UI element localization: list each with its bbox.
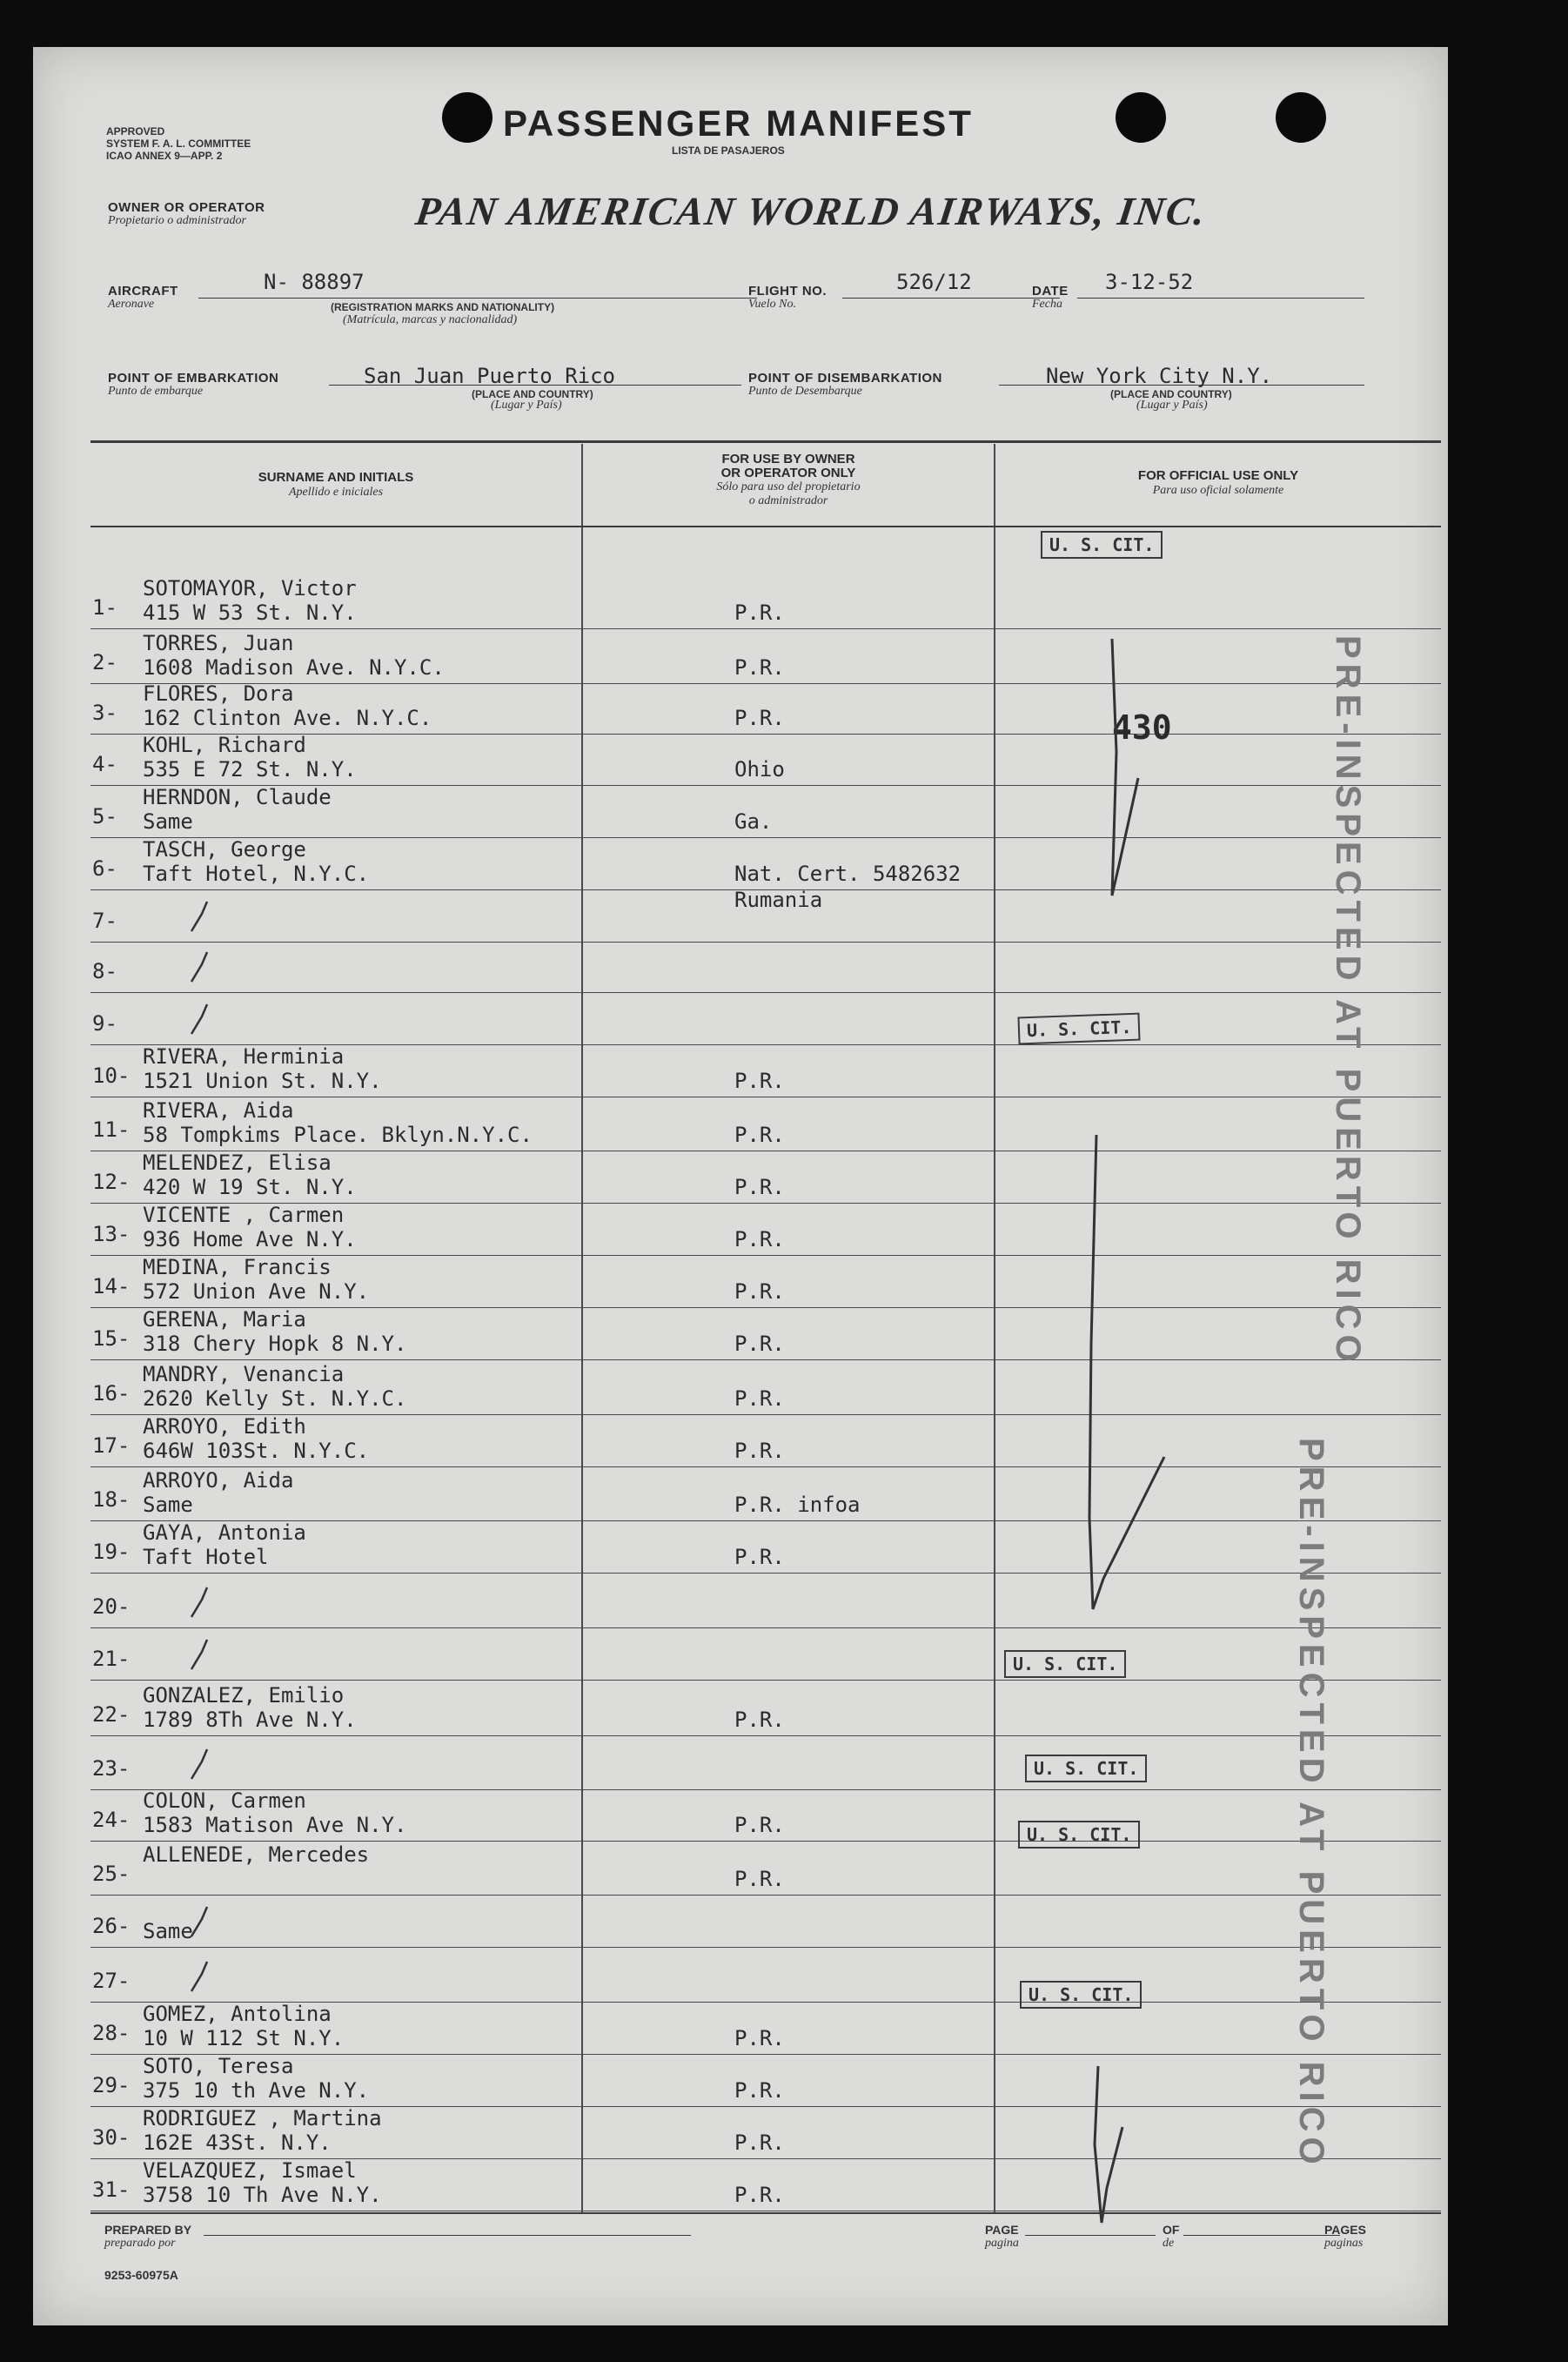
passenger-name: MEDINA, Francis <box>143 1255 332 1279</box>
manifest-sheet <box>33 47 1448 2325</box>
tick-mark-icon <box>186 896 221 936</box>
owner-use-entry: P.R. <box>734 601 785 625</box>
passenger-address: 1521 Union St. N.Y. <box>143 1069 382 1093</box>
preinspected-stamp: PRE-INSPECTED AT PUERTO RICO <box>1329 635 1367 1367</box>
passenger-address: Taft Hotel, N.Y.C. <box>143 862 370 886</box>
passenger-name: SOTO, Teresa <box>143 2054 294 2078</box>
page-title-es: LISTA DE PASAJEROS <box>672 144 785 157</box>
passenger-address: 162 Clinton Ave. N.Y.C. <box>143 706 432 730</box>
row-number: 29- <box>92 2073 131 2097</box>
col-owner-header-es-2: o administrador <box>748 494 828 507</box>
passenger-name: MANDRY, Venancia <box>143 1362 345 1386</box>
approval-line-3: ICAO ANNEX 9—APP. 2 <box>106 150 223 162</box>
row-number: 18- <box>92 1487 131 1512</box>
passenger-name: RIVERA, Aida <box>143 1098 294 1123</box>
row-number: 31- <box>92 2177 131 2202</box>
owner-use-entry: P.R. <box>734 1545 785 1569</box>
passenger-address: 936 Home Ave N.Y. <box>143 1227 357 1251</box>
passenger-address: 1583 Matison Ave N.Y. <box>143 1813 407 1837</box>
row-number: 11- <box>92 1117 131 1142</box>
passenger-name: FLORES, Dora <box>143 681 294 706</box>
passenger-name: ALLENEDE, Mercedes <box>143 1842 370 1867</box>
passenger-address: 2620 Kelly St. N.Y.C. <box>143 1386 407 1411</box>
row-rule <box>90 1947 1441 1948</box>
tick-mark-icon <box>186 1582 221 1622</box>
passenger-name: ARROYO, Aida <box>143 1468 294 1493</box>
passenger-address: 1789 8Th Ave N.Y. <box>143 1708 357 1732</box>
col-owner-header-1: FOR USE BY OWNER <box>721 452 855 466</box>
passenger-name: TORRES, Juan <box>143 631 294 655</box>
passenger-address: 318 Chery Hopk 8 N.Y. <box>143 1332 407 1356</box>
owner-use-entry-2: Rumania <box>734 888 823 912</box>
row-number: 19- <box>92 1540 131 1564</box>
pages-label: PAGES <box>1324 2223 1366 2237</box>
owner-use-entry: P.R. <box>734 1069 785 1093</box>
row-number: 17- <box>92 1433 131 1458</box>
place-note-2: (PLACE AND COUNTRY) <box>1110 388 1232 400</box>
row-number: 2- <box>92 650 117 674</box>
approval-line-2: SYSTEM F. A. L. COMMITTEE <box>106 138 251 150</box>
col-owner-header-es-1: Sólo para uso del propietario <box>716 480 861 493</box>
passenger-address: 415 W 53 St. N.Y. <box>143 601 357 625</box>
passenger-address: Taft Hotel <box>143 1545 269 1569</box>
passenger-address: 162E 43St. N.Y. <box>143 2130 332 2155</box>
col-owner-header-2: OR OPERATOR ONLY <box>720 466 856 480</box>
disembarkation-value: New York City N.Y. <box>1046 364 1273 388</box>
passenger-name: VICENTE , Carmen <box>143 1203 345 1227</box>
flight-label-es: Vuelo No. <box>748 298 796 311</box>
embarkation-label: POINT OF EMBARKATION <box>108 371 279 386</box>
passenger-name: RODRIGUEZ , Martina <box>143 2106 382 2130</box>
flight-date: 3-12-52 <box>1105 270 1194 294</box>
date-label-es: Fecha <box>1032 298 1062 311</box>
row-number: 16- <box>92 1381 131 1406</box>
owner-use-entry: P.R. <box>734 655 785 680</box>
registration-note: (REGISTRATION MARKS AND NATIONALITY) <box>331 301 555 313</box>
preinspected-stamp: PRE-INSPECTED AT PUERTO RICO <box>1292 1438 1330 2170</box>
owner-use-entry: Ohio <box>734 757 785 782</box>
aircraft-label: AIRCRAFT <box>108 284 178 299</box>
owner-use-entry: P.R. <box>734 1867 785 1891</box>
passenger-name: SOTOMAYOR, Victor <box>143 576 357 601</box>
owner-label-es: Propietario o administrador <box>108 214 246 227</box>
page-label-es: pagina <box>985 2237 1019 2250</box>
header-rule <box>90 526 1441 527</box>
row-rule <box>90 1841 1441 1842</box>
row-rule <box>90 992 1441 993</box>
row-rule <box>90 1895 1441 1896</box>
check-mark-icon <box>1051 1083 1173 1622</box>
owner-use-entry: P.R. <box>734 1175 785 1199</box>
flight-number: 526/12 <box>896 270 972 294</box>
of-label: OF <box>1163 2223 1180 2237</box>
registration-note-es: (Matrícula, marcas y nacionalidad) <box>343 313 518 326</box>
row-number: 22- <box>92 1702 131 1727</box>
passenger-address: 10 W 112 St N.Y. <box>143 2026 345 2050</box>
row-rule <box>90 942 1441 943</box>
row-number: 25- <box>92 1862 131 1886</box>
table-bottom-rule <box>90 2212 1441 2214</box>
aircraft-label-es: Aeronave <box>108 298 155 311</box>
tick-mark-icon <box>186 1634 221 1674</box>
row-rule <box>90 1735 1441 1736</box>
row-rule <box>90 1680 1441 1681</box>
owner-use-entry: P.R. <box>734 2130 785 2155</box>
punch-hole <box>442 92 493 143</box>
passenger-name: RIVERA, Herminia <box>143 1044 345 1069</box>
passenger-name: KOHL, Richard <box>143 733 306 757</box>
row-rule <box>90 1359 1441 1360</box>
owner-use-entry: P.R. <box>734 1332 785 1356</box>
col-official-header-es: Para uso oficial solamente <box>1152 484 1284 497</box>
tick-mark-icon <box>186 1956 221 1996</box>
prepared-by-label: PREPARED BY <box>104 2223 192 2237</box>
tick-mark-icon <box>186 947 221 987</box>
row-number: 3- <box>92 701 117 725</box>
check-mark-icon <box>1069 578 1147 909</box>
pages-label-es: paginas <box>1324 2237 1364 2250</box>
passenger-name: VELAZQUEZ, Ismael <box>143 2158 357 2183</box>
passenger-name: GERENA, Maria <box>143 1307 306 1332</box>
owner-use-entry: Ga. <box>734 809 773 834</box>
passenger-name: GONZALEZ, Emilio <box>143 1683 345 1708</box>
operator-name: PAN AMERICAN WORLD AIRWAYS, INC. <box>412 189 1210 233</box>
tick-mark-icon <box>186 999 221 1039</box>
passenger-name: GOMEZ, Antolina <box>143 2002 332 2026</box>
owner-use-entry: P.R. <box>734 1708 785 1732</box>
row-number: 27- <box>92 1969 131 1993</box>
row-rule <box>90 1466 1441 1467</box>
passenger-address: 1608 Madison Ave. N.Y.C. <box>143 655 445 680</box>
us-citizen-stamp: U. S. CIT. <box>1018 1821 1140 1849</box>
check-mark-icon <box>1060 2014 1138 2240</box>
owner-use-entry: P.R. <box>734 1123 785 1147</box>
prepared-by-label-es: preparado por <box>104 2237 176 2250</box>
us-citizen-stamp: U. S. CIT. <box>1041 531 1163 559</box>
embarkation-value: San Juan Puerto Rico <box>364 364 615 388</box>
passenger-name: ARROYO, Edith <box>143 1414 306 1439</box>
passenger-address: Same <box>143 1493 193 1517</box>
row-number: 21- <box>92 1647 131 1671</box>
owner-use-entry: P.R. <box>734 2183 785 2207</box>
passenger-address: 3758 10 Th Ave N.Y. <box>143 2183 382 2207</box>
us-citizen-stamp: U. S. CIT. <box>1017 1013 1140 1045</box>
row-rule <box>90 1627 1441 1628</box>
col-surname-header: SURNAME AND INITIALS <box>258 470 414 485</box>
row-number: 28- <box>92 2021 131 2045</box>
row-number: 10- <box>92 1064 131 1088</box>
us-citizen-stamp: U. S. CIT. <box>1004 1650 1126 1678</box>
owner-use-entry: P.R. <box>734 2026 785 2050</box>
owner-use-entry: Nat. Cert. 5482632 <box>734 862 962 886</box>
passenger-name: MELENDEZ, Elisa <box>143 1151 332 1175</box>
owner-use-entry: P.R. <box>734 706 785 730</box>
place-note-es: (Lugar y País) <box>491 399 562 412</box>
passenger-name: COLON, Carmen <box>143 1788 306 1813</box>
tick-mark-icon <box>186 1902 221 1942</box>
owner-use-entry: P.R. <box>734 1279 785 1304</box>
punch-hole <box>1276 92 1326 143</box>
owner-use-entry: P.R. <box>734 1439 785 1463</box>
owner-use-entry: P.R. infoa <box>734 1493 861 1517</box>
owner-label: OWNER OR OPERATOR <box>108 200 265 215</box>
row-number: 26- <box>92 1914 131 1938</box>
row-number: 7- <box>92 909 117 933</box>
passenger-address: Same <box>143 809 193 834</box>
row-number: 13- <box>92 1222 131 1246</box>
passenger-address: 375 10 th Ave N.Y. <box>143 2078 370 2103</box>
passenger-address: 535 E 72 St. N.Y. <box>143 757 357 782</box>
passenger-name: TASCH, George <box>143 837 306 862</box>
table-top-rule <box>90 440 1441 443</box>
owner-use-entry: P.R. <box>734 2078 785 2103</box>
row-number: 8- <box>92 959 117 983</box>
row-number: 4- <box>92 752 117 776</box>
date-label: DATE <box>1032 284 1069 299</box>
tick-mark-icon <box>186 1744 221 1784</box>
owner-use-entry: P.R. <box>734 1227 785 1251</box>
punch-hole <box>1116 92 1166 143</box>
flight-label: FLIGHT NO. <box>748 284 827 299</box>
us-citizen-stamp: U. S. CIT. <box>1020 1981 1142 2009</box>
row-number: 15- <box>92 1326 131 1351</box>
owner-use-entry: P.R. <box>734 1386 785 1411</box>
approval-line-1: APPROVED <box>106 125 165 138</box>
row-rule <box>90 628 1441 629</box>
disembarkation-label: POINT OF DISEMBARKATION <box>748 371 942 386</box>
place-note-2-es: (Lugar y País) <box>1136 399 1208 412</box>
passenger-address: 572 Union Ave N.Y. <box>143 1279 370 1304</box>
count-annotation: 430 <box>1112 708 1172 747</box>
row-number: 6- <box>92 856 117 881</box>
row-number: 14- <box>92 1274 131 1298</box>
passenger-address: 420 W 19 St. N.Y. <box>143 1175 357 1199</box>
of-label-es: de <box>1163 2237 1175 2250</box>
page-title: PASSENGER MANIFEST <box>503 103 974 144</box>
page-label: PAGE <box>985 2223 1019 2237</box>
row-number: 23- <box>92 1756 131 1781</box>
passenger-name: HERNDON, Claude <box>143 785 332 809</box>
disembarkation-label-es: Punto de Desembarque <box>748 385 862 398</box>
us-citizen-stamp: U. S. CIT. <box>1025 1755 1147 1782</box>
passenger-name: GAYA, Antonia <box>143 1520 306 1545</box>
owner-use-entry: P.R. <box>734 1813 785 1837</box>
place-note: (PLACE AND COUNTRY) <box>472 388 593 400</box>
col-surname-header-es: Apellido e iniciales <box>288 486 384 499</box>
row-number: 1- <box>92 595 117 620</box>
row-number: 12- <box>92 1170 131 1194</box>
row-number: 9- <box>92 1011 117 1036</box>
passenger-address: Same <box>143 1919 193 1943</box>
aircraft-registration: N- 88897 <box>264 270 365 294</box>
row-rule <box>90 1573 1441 1574</box>
passenger-address: 646W 103St. N.Y.C. <box>143 1439 370 1463</box>
row-number: 30- <box>92 2125 131 2150</box>
embarkation-label-es: Punto de embarque <box>108 385 204 398</box>
row-number: 5- <box>92 804 117 829</box>
row-number: 20- <box>92 1594 131 1619</box>
form-code: 9253-60975A <box>104 2268 178 2282</box>
row-number: 24- <box>92 1808 131 1832</box>
col-official-header: FOR OFFICIAL USE ONLY <box>1137 468 1299 483</box>
passenger-address: 58 Tompkims Place. Bklyn.N.Y.C. <box>143 1123 533 1147</box>
